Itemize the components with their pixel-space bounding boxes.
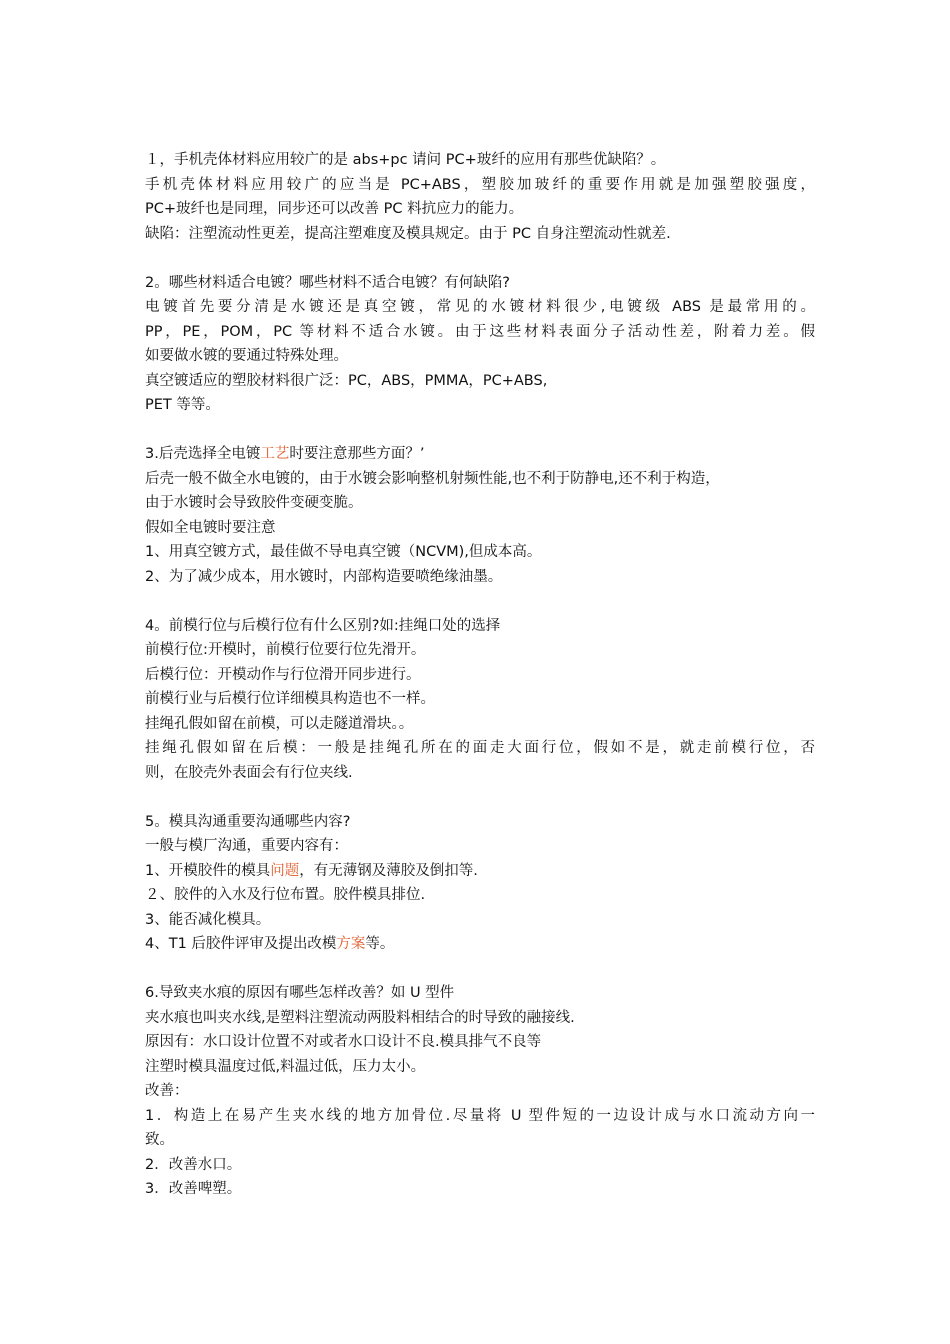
text-line xyxy=(145,859,815,884)
text-line xyxy=(145,222,815,247)
text-segment: 6.导致夹水痕的原因有哪些怎样改善？如 U 型件 xyxy=(145,985,455,1001)
inline-link[interactable]: 工艺 xyxy=(260,446,290,462)
text-line xyxy=(145,614,815,639)
text-line xyxy=(145,1079,815,1104)
text-line xyxy=(145,197,815,222)
text-segment: 前模行业与后模行位详细模具构造也不一样。 xyxy=(145,691,435,707)
text-segment: 挂绳孔假如留在后模：一般是挂绳孔所在的面走大面行位，假如不是，就走前模行位，否 xyxy=(145,740,815,756)
blank-line xyxy=(145,418,815,443)
inline-link[interactable]: 问题 xyxy=(270,862,300,879)
text-segment: PET 等等。 xyxy=(145,397,220,413)
text-line xyxy=(145,516,815,541)
text-segment: 原因有：水口设计位置不对或者水口设计不良.模具排气不良等 xyxy=(145,1034,542,1050)
text-line xyxy=(145,320,815,345)
text-line xyxy=(145,834,815,859)
text-segment: 挂绳孔假如留在前模，可以走隧道滑块。。 xyxy=(145,715,414,732)
text-segment: 2、为了减少成本，用水镀时，内部构造要喷绝缘油墨。 xyxy=(145,568,503,585)
text-line xyxy=(145,271,815,296)
text-line xyxy=(145,712,815,737)
text-line xyxy=(145,393,815,418)
text-segment: 致。 xyxy=(145,1132,174,1148)
text-line xyxy=(145,148,815,173)
text-segment: 真空镀适应的塑胶材料很广泛：PC，ABS，PMMA，PC+ABS, xyxy=(145,372,548,389)
text-line xyxy=(145,1177,815,1202)
text-line xyxy=(145,1006,815,1031)
text-line xyxy=(145,565,815,590)
text-segment: 一般与模厂沟通，重要内容有： xyxy=(145,838,348,854)
blank-line xyxy=(145,589,815,614)
text-segment: 4、T1 后胶件评审及提出改模 xyxy=(145,936,337,952)
text-line xyxy=(145,1128,815,1153)
text-segment: PC+玻纤也是同理，同步还可以改善 PC 料抗应力的能力。 xyxy=(145,201,524,217)
text-segment: 如要做水镀的要通过特殊处理。 xyxy=(145,348,348,364)
blank-line xyxy=(145,957,815,982)
text-segment: 由于水镀时会导致胶件变硬变脆。 xyxy=(145,495,363,511)
text-segment: 2．改善水口。 xyxy=(145,1156,242,1173)
text-segment: 4。前模行位与后模行位有什么区别?如:挂绳口处的选择 xyxy=(145,617,501,634)
text-segment: ２、胶件的入水及行位布置。胶件模具排位. xyxy=(145,887,426,903)
text-segment: 改善： xyxy=(145,1083,189,1099)
text-segment: 则，在胶壳外表面会有行位夹线. xyxy=(145,764,353,781)
text-segment: 时要注意那些方面？’ xyxy=(289,446,425,462)
blank-line xyxy=(145,785,815,810)
text-segment: 2。哪些材料适合电镀？哪些材料不适合电镀？有何缺陷? xyxy=(145,274,510,291)
text-line xyxy=(145,981,815,1006)
inline-link[interactable]: 方案 xyxy=(336,936,366,952)
text-segment: 夹水痕也叫夹水线,是塑料注塑流动两股料相结合的时导致的融接线. xyxy=(145,1009,575,1026)
text-segment: 后壳一般不做全水电镀的，由于水镀会影响整机射频性能,也不利于防静电,还不利于构造， xyxy=(145,470,720,487)
text-line xyxy=(145,295,815,320)
text-line xyxy=(145,369,815,394)
text-line xyxy=(145,932,815,957)
text-segment: １，手机壳体材料应用较广的是 abs+pc 请问 PC+玻纤的应用有那些优缺陷？。 xyxy=(145,152,666,168)
text-segment: 3.后壳选择全电镀 xyxy=(145,446,261,462)
text-line xyxy=(145,883,815,908)
text-segment: 后模行位：开模动作与行位滑开同步进行。 xyxy=(145,666,421,683)
text-line xyxy=(145,173,815,198)
text-line xyxy=(145,1104,815,1129)
text-segment: 1、开模胶件的模具 xyxy=(145,862,271,879)
text-segment: ，有无薄钢及薄胶及倒扣等. xyxy=(299,862,478,879)
text-segment: 手机壳体材料应用较广的应当是 PC+ABS，塑胶加玻纤的重要作用就是加强塑胶强度， xyxy=(145,176,815,193)
text-line xyxy=(145,491,815,516)
text-segment: 等。 xyxy=(365,936,395,952)
text-segment: 5。模具沟通重要沟通哪些内容? xyxy=(145,813,351,830)
text-line xyxy=(145,1030,815,1055)
text-line xyxy=(145,540,815,565)
text-line xyxy=(145,908,815,933)
text-segment: 注塑时模具温度过低,料温过低，压力太小。 xyxy=(145,1058,426,1075)
blank-line xyxy=(145,246,815,271)
text-segment: 假如全电镀时要注意 xyxy=(145,519,276,536)
text-segment: 1、用真空镀方式，最佳做不导电真空镀（NCVM),但成本高。 xyxy=(145,544,542,560)
text-segment: 1．构造上在易产生夹水线的地方加骨位.尽量将 U 型件短的一边设计成与水口流动方向一 xyxy=(145,1107,815,1124)
text-segment: 电镀首先要分清是水镀还是真空镀，常见的水镀材料很少,电镀级 ABS 是最常用的。 xyxy=(145,299,815,315)
text-line xyxy=(145,663,815,688)
text-line xyxy=(145,442,815,467)
text-line xyxy=(145,761,815,786)
text-segment: 缺陷：注塑流动性更差，提高注塑难度及模具规定。由于 PC 自身注塑流动性就差. xyxy=(145,225,671,242)
text-line xyxy=(145,467,815,492)
text-line xyxy=(145,1153,815,1178)
text-line xyxy=(145,1055,815,1080)
text-segment: 3．改善啤塑。 xyxy=(145,1181,242,1197)
text-line xyxy=(145,810,815,835)
text-segment: 3、能否减化模具。 xyxy=(145,911,271,928)
text-line xyxy=(145,736,815,761)
text-segment: 前模行位:开模时，前模行位要行位先滑开。 xyxy=(145,642,426,658)
document-page xyxy=(145,148,815,1202)
text-line xyxy=(145,687,815,712)
text-segment: PP，PE，POM，PC 等材料不适合水镀。由于这些材料表面分子活动性差，附着力差。假 xyxy=(145,323,815,340)
text-line xyxy=(145,344,815,369)
text-line xyxy=(145,638,815,663)
